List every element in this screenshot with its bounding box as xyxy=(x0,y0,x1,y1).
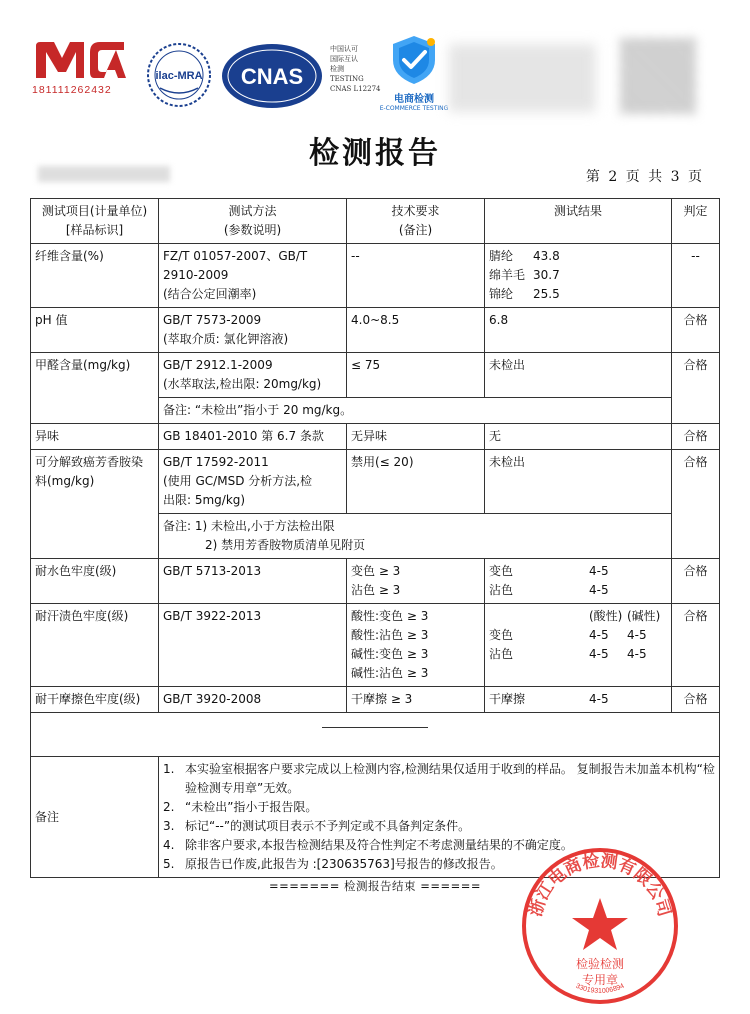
result-cell: 未检出 xyxy=(485,353,672,398)
header-result: 测试结果 xyxy=(485,199,672,244)
remark-item: 3. 标记“--”的测试项目表示不予判定或不具备判定条件。 xyxy=(163,819,471,833)
item-cell: 耐干摩擦色牢度(级) xyxy=(31,687,159,713)
verdict-cell: 合格 xyxy=(672,450,720,559)
result-cell: 6.8 xyxy=(485,308,672,353)
method-cell: GB/T 3922-2013 xyxy=(159,604,347,687)
page-info: 第 2 页 共 3 页 xyxy=(585,169,702,185)
ecommerce-title: 电商检测 xyxy=(394,94,434,105)
header-requirement: 技术要求 (备注) xyxy=(347,199,485,244)
divider-line xyxy=(322,727,428,728)
seal-purpose-1: 检验检测 xyxy=(575,957,625,971)
official-seal xyxy=(520,846,680,1006)
ecommerce-subtitle: E-COMMERCE TESTING xyxy=(379,105,449,112)
svg-text:CNAS: CNAS xyxy=(240,64,304,89)
result-cell: (酸性) (碱性) 变色 4-5 4-5 沾色 4-5 4-5 xyxy=(485,604,672,687)
requirement-cell: 干摩擦 ≥ 3 xyxy=(347,687,485,713)
requirement-cell: 无异味 xyxy=(347,424,485,450)
header-item: 测试项目(计量单位) [样品标识] xyxy=(31,199,159,244)
seal-number: 3301931006894 xyxy=(574,982,626,995)
result-cell: 未检出 xyxy=(485,450,672,514)
verdict-cell: 合格 xyxy=(672,353,720,424)
cnas-caption: 中国认可 国际互认 检测 TESTING CNAS L12274 xyxy=(330,45,381,93)
verdict-cell: 合格 xyxy=(672,687,720,713)
result-cell: 变色 4-5 沾色 4-5 xyxy=(485,559,672,604)
result-cell: 干摩擦 4-5 xyxy=(485,687,672,713)
requirement-cell: 禁用(≤ 20) xyxy=(347,450,485,514)
requirement-cell: 酸性:变色 ≥ 3 酸性:沾色 ≥ 3 碱性:变色 ≥ 3 碱性:沾色 ≥ 3 xyxy=(347,604,485,687)
item-cell: 可分解致癌芳香胺染 料(mg/kg) xyxy=(31,450,159,559)
verdict-cell: -- xyxy=(672,244,720,308)
item-cell: 异味 xyxy=(31,424,159,450)
table-row xyxy=(31,244,720,308)
requirement-cell: ≤ 75 xyxy=(347,353,485,398)
requirement-cell: -- xyxy=(347,244,485,308)
remark-item: 1. 本实验室根据客户要求完成以上检测内容,检测结果仅适用于收到的样品。 复制报告未加盖本机构“检验检测专用章”无效。 xyxy=(163,762,715,795)
method-cell: GB/T 17592-2011 (使用 GC/MSD 分析方法,检 出限: 5mg/kg) xyxy=(159,450,347,514)
result-cell: 腈纶 43.8 绵羊毛 30.7 锦纶 25.5 xyxy=(485,244,672,308)
table-row xyxy=(31,559,720,604)
note-cell: 备注: 1) 未检出,小于方法检出限 2) 禁用芳香胺物质清单见附页 xyxy=(159,514,672,559)
item-cell: pH 值 xyxy=(31,308,159,353)
method-cell: GB/T 2912.1-2009 (水萃取法,检出限: 20mg/kg) xyxy=(159,353,347,398)
cnas-logo xyxy=(220,42,324,110)
verdict-cell: 合格 xyxy=(672,559,720,604)
method-cell: GB/T 5713-2013 xyxy=(159,559,347,604)
item-cell: 甲醛含量(mg/kg) xyxy=(31,353,159,424)
table-row xyxy=(31,424,720,450)
cma-logo xyxy=(32,38,142,96)
requirement-cell: 变色 ≥ 3 沾色 ≥ 3 xyxy=(347,559,485,604)
results-table xyxy=(30,198,720,878)
seal-purpose-2: 专用章 xyxy=(581,973,619,987)
note-cell: 备注: “未检出”指小于 20 mg/kg。 xyxy=(159,398,672,424)
star-icon xyxy=(572,898,628,950)
seal-org-text: 浙江电商检测有限公司 xyxy=(525,851,675,919)
table-row xyxy=(31,308,720,353)
result-cell: 无 xyxy=(485,424,672,450)
ecommerce-testing-logo xyxy=(374,34,454,114)
item-cell: 耐汗渍色牢度(级) xyxy=(31,604,159,687)
table-row xyxy=(31,353,720,398)
blank-row xyxy=(31,713,720,757)
redacted-qr-code xyxy=(620,38,696,114)
header-method: 测试方法 (参数说明) xyxy=(159,199,347,244)
report-end-line: ======= 检测报告结束 ====== xyxy=(268,879,482,893)
method-cell: GB/T 7573-2009 (萃取介质: 氯化钾溶液) xyxy=(159,308,347,353)
verdict-cell: 合格 xyxy=(672,424,720,450)
table-row xyxy=(31,604,720,687)
verdict-cell: 合格 xyxy=(672,308,720,353)
svg-text:ilac-MRA: ilac-MRA xyxy=(155,70,203,82)
ilac-mra-logo xyxy=(146,42,212,108)
remarks-label: 备注 xyxy=(31,757,159,878)
header-verdict: 判定 xyxy=(672,199,720,244)
requirement-cell: 4.0~8.5 xyxy=(347,308,485,353)
table-header-row xyxy=(31,199,720,244)
table-row xyxy=(31,450,720,514)
remark-item: 4. 除非客户要求,本报告检测结果及符合性判定不考虑测量结果的不确定度。 xyxy=(163,838,573,852)
method-cell: GB/T 3920-2008 xyxy=(159,687,347,713)
blank-cell xyxy=(31,713,720,757)
remark-item: 2. “未检出”指小于报告限。 xyxy=(163,800,318,814)
method-cell: GB 18401-2010 第 6.7 条款 xyxy=(159,424,347,450)
certification-logos xyxy=(28,22,728,112)
cma-number: 181111262432 xyxy=(32,84,112,96)
table-row xyxy=(31,687,720,713)
item-cell: 纤维含量(%) xyxy=(31,244,159,308)
shield-check-icon xyxy=(389,34,439,86)
verdict-cell: 合格 xyxy=(672,604,720,687)
redacted-lab-name xyxy=(448,44,596,112)
item-cell: 耐水色牢度(级) xyxy=(31,559,159,604)
redacted-report-number xyxy=(38,166,170,182)
method-cell: FZ/T 01057-2007、GB/T 2910-2009 (结合公定回潮率) xyxy=(159,244,347,308)
remark-item: 5. 原报告已作废,此报告为 :[230635763]号报告的修改报告。 xyxy=(163,857,503,871)
report-title: 检测报告 xyxy=(309,136,441,171)
